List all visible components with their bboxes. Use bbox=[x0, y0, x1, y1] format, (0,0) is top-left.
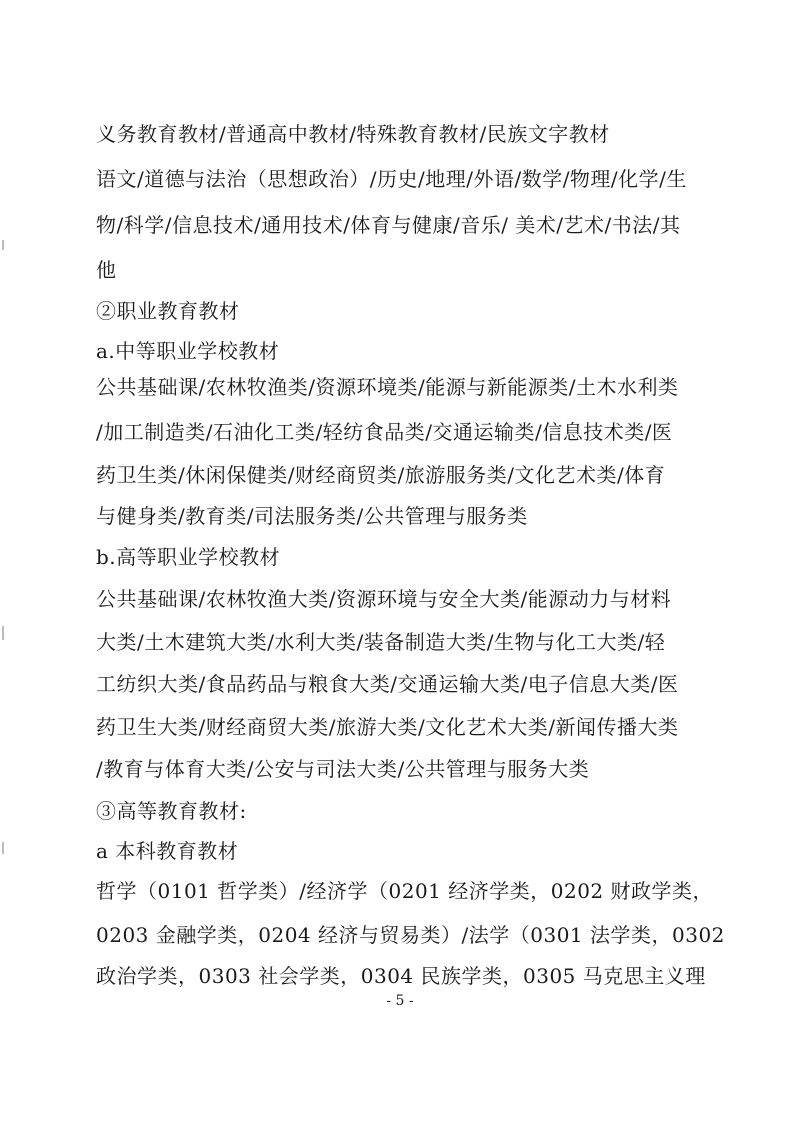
text-line: 公共基础课/农林牧渔类/资源环境类/能源与新能源类/土木水利类 bbox=[96, 375, 679, 399]
text-line: 大类/土木建筑大类/水利大类/装备制造大类/生物与化工大类/轻 bbox=[96, 630, 666, 654]
section-heading-higher-education: ③高等教育教材: bbox=[96, 799, 247, 823]
scan-edge-mark bbox=[2, 240, 4, 250]
text-line: /加工制造类/石油化工类/轻纺食品类/交通运输类/信息技术类/医 bbox=[96, 420, 673, 444]
subsection-heading-higher-vocational: b.高等职业学校教材 bbox=[96, 545, 281, 569]
text-line: 工纺织大类/食品药品与粮食大类/交通运输大类/电子信息大类/医 bbox=[96, 672, 679, 696]
text-line: 政治学类，0303 社会学类，0304 民族学类，0305 马克思主义理 bbox=[96, 964, 706, 988]
text-line: /教育与体育大类/公安与司法大类/公共管理与服务大类 bbox=[96, 757, 590, 781]
subsection-heading-undergraduate: a 本科教育教材 bbox=[96, 839, 239, 863]
text-line: 与健身类/教育类/司法服务类/公共管理与服务类 bbox=[96, 504, 528, 528]
text-line: 哲学（0101 哲学类）/经济学（0201 经济学类，0202 财政学类， bbox=[96, 879, 714, 903]
scan-edge-mark bbox=[2, 842, 4, 854]
page-number: - 5 - bbox=[386, 993, 414, 1009]
text-line: 药卫生大类/财经商贸大类/旅游大类/文化艺术大类/新闻传播大类 bbox=[96, 715, 679, 739]
subsection-heading-secondary-vocational: a.中等职业学校教材 bbox=[96, 339, 280, 363]
text-line: 义务教育教材/普通高中教材/特殊教育教材/民族文字教材 bbox=[96, 122, 610, 146]
section-heading-vocational: ②职业教育教材 bbox=[96, 299, 240, 323]
text-line: 药卫生类/休闲保健类/财经商贸类/旅游服务类/文化艺术类/体育 bbox=[96, 463, 666, 487]
text-line: 语文/道德与法治（思想政治）/历史/地理/外语/数学/物理/化学/生 bbox=[96, 167, 687, 191]
text-line: 他 bbox=[96, 258, 117, 282]
scan-edge-mark bbox=[2, 626, 4, 640]
text-line: 公共基础课/农林牧渔大类/资源环境与安全大类/能源动力与材料 bbox=[96, 587, 672, 611]
text-line: 物/科学/信息技术/通用技术/体育与健康/音乐/ 美术/艺术/书法/其 bbox=[96, 213, 681, 237]
text-line: 0203 金融学类，0204 经济与贸易类）/法学（0301 法学类，0302 bbox=[96, 923, 725, 947]
